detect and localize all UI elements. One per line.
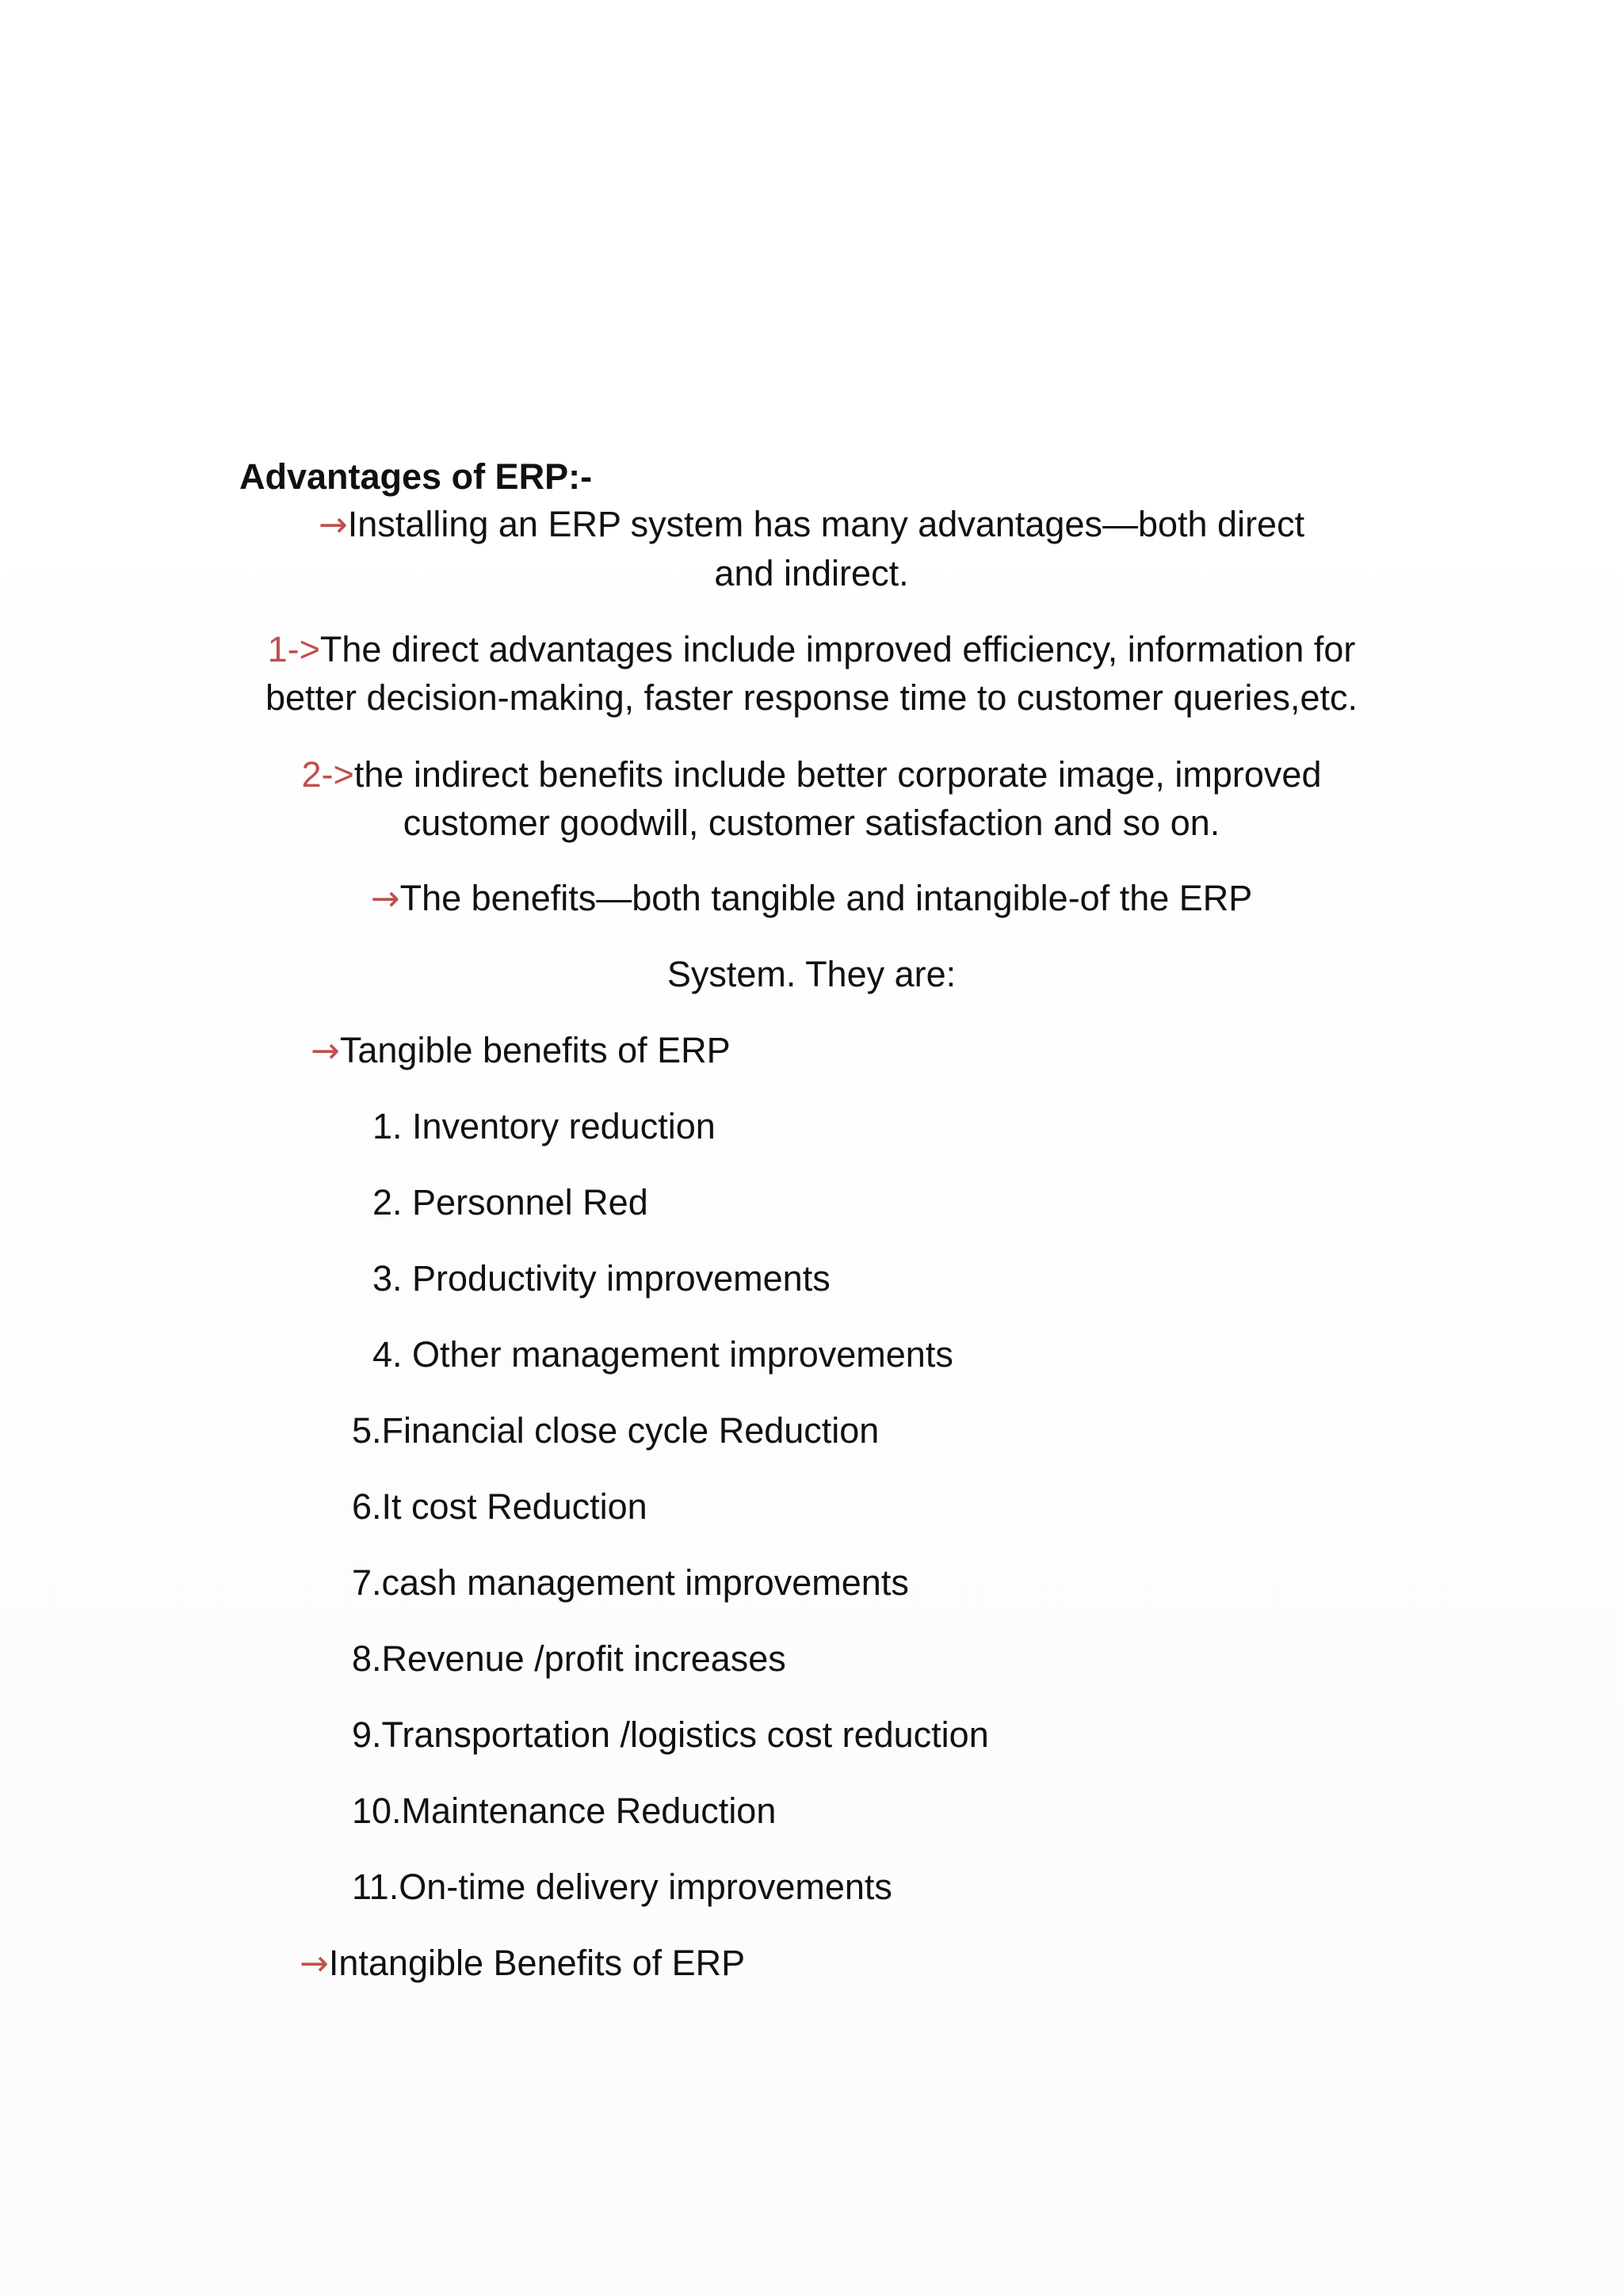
list-item: 8.Revenue /profit increases xyxy=(352,1638,786,1679)
point-2-line-2: customer goodwill, customer satisfaction and so on. xyxy=(403,803,1220,843)
list-item: 7.cash management improvements xyxy=(352,1562,909,1603)
tangible-heading-text: Tangible benefits of ERP xyxy=(339,1030,731,1070)
list-item: 10.Maintenance Reduction xyxy=(352,1791,777,1831)
arrow-right-icon: → xyxy=(370,879,400,919)
list-item: 2. Personnel Red xyxy=(372,1182,648,1222)
intangible-heading xyxy=(300,1941,745,1986)
point-2-line-1 xyxy=(0,753,1623,797)
arrow-right-icon: → xyxy=(311,1031,340,1071)
benefits-intro-line-1 xyxy=(0,876,1623,921)
list-item: 3. Productivity improvements xyxy=(372,1258,831,1299)
arrow-right-icon: → xyxy=(300,1943,329,1984)
point-2-marker: 2-> xyxy=(301,754,354,795)
benefits-intro-text-1: The benefits—both tangible and intangible-of the ERP xyxy=(399,878,1253,918)
benefits-intro-line-2: System. They are: xyxy=(666,954,957,994)
point-1-text-1: The direct advantages include improved efficiency, information for xyxy=(319,629,1356,669)
point-1-line-2: better decision-making, faster response time to customer queries,etc. xyxy=(265,677,1358,718)
intro-text-1: Installing an ERP system has many advantages—both direct xyxy=(347,504,1305,544)
point-1-line-1 xyxy=(0,627,1623,672)
point-1-marker: 1-> xyxy=(267,629,320,669)
list-item: 6.It cost Reduction xyxy=(352,1486,647,1527)
page-title: Advantages of ERP:- xyxy=(239,456,593,497)
list-item: 9.Transportation /logistics cost reduction xyxy=(352,1714,989,1755)
list-item: 4. Other management improvements xyxy=(372,1334,953,1375)
intangible-heading-text: Intangible Benefits of ERP xyxy=(328,1943,746,1983)
point-2-text-1: the indirect benefits include better corporate image, improved xyxy=(353,754,1322,795)
list-item: 1. Inventory reduction xyxy=(372,1106,716,1146)
intro-line-2: and indirect. xyxy=(714,553,909,593)
list-item: 5.Financial close cycle Reduction xyxy=(352,1410,880,1451)
tangible-heading xyxy=(311,1028,731,1074)
intro-line-1 xyxy=(0,502,1623,547)
arrow-right-icon: → xyxy=(318,505,348,545)
list-item: 11.On-time delivery improvements xyxy=(352,1867,892,1907)
